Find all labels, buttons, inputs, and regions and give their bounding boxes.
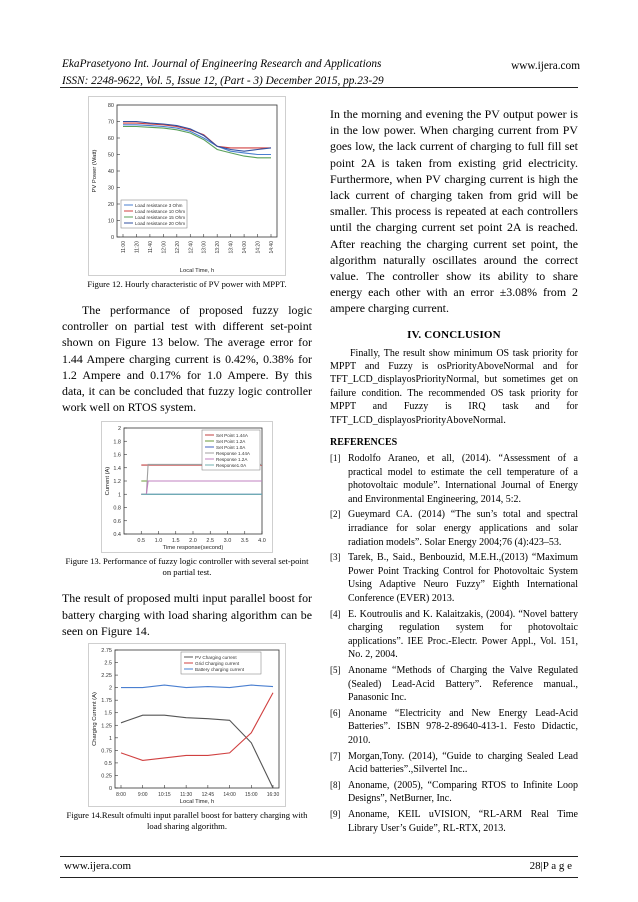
y-tick-label: 0	[108, 786, 112, 793]
y-tick-label: 1.75	[101, 698, 112, 705]
reference-item	[330, 750, 578, 777]
y-tick-label: 1.8	[113, 439, 121, 446]
reference-number: [8]	[330, 779, 341, 790]
reference-item	[330, 452, 578, 506]
y-tick-label: 0.75	[101, 748, 112, 755]
reference-text: Tarek, B., Said., Benbouzid, M.E.H.,(2013) “Maximum Power Point Tracking Control for Photovoltaic System Using Adaptive Neuro Fuzzy” Eighth International Conference (EVER) 2013.	[348, 552, 578, 605]
x-tick-label: 16:30	[266, 792, 280, 799]
x-tick-label: 14:40	[269, 241, 275, 254]
x-tick-label: 13:20	[215, 241, 222, 254]
x-tick-label: 11:20	[134, 241, 141, 254]
reference-item	[330, 779, 578, 806]
reference-number: [5]	[330, 664, 341, 675]
figure-12	[88, 96, 286, 276]
reference-item	[330, 707, 578, 748]
y-tick-label: 1.2	[113, 479, 121, 486]
fig13-chart	[102, 422, 272, 552]
x-tick-label: 11:40	[147, 241, 154, 254]
journal-website[interactable]: www.ijera.com	[511, 60, 580, 72]
x-tick-label: 1.0	[154, 538, 163, 545]
reference-number: [1]	[330, 453, 341, 464]
reference-item	[330, 551, 578, 605]
y-tick-label: 60	[107, 136, 114, 142]
x-axis-label: Time response(second)	[162, 545, 224, 552]
reference-number: [3]	[330, 552, 341, 563]
fig13-caption: Figure 13. Performance of fuzzy logic controller with several set-point on partial test.	[65, 556, 309, 578]
reference-item	[330, 608, 578, 662]
y-tick-label: 0	[110, 235, 114, 241]
y-tick-label: 1.4	[113, 466, 121, 473]
x-tick-label: 14:00	[223, 792, 236, 799]
y-tick-label: 0.6	[113, 519, 121, 526]
y-tick-label: 2.5	[104, 660, 112, 667]
y-tick-label: 1	[108, 735, 112, 742]
x-tick-label: 12:40	[188, 241, 195, 254]
journal-issn: ISSN: 2248-9622, Vol. 5, Issue 12, (Part - 3) December 2015, pp.23-29	[62, 75, 384, 87]
left-paragraph-2: The result of proposed multi input parallel boost for battery charging with load sharing algorithm can be seen on Figure 14.	[62, 591, 312, 638]
fig12-chart	[89, 97, 285, 275]
x-axis-label: Local Time, h	[179, 268, 215, 274]
section-title-conclusion: IV. CONCLUSION	[407, 328, 501, 341]
legend-label: Load resistance 3 Ohm	[135, 202, 183, 208]
reference-number: [2]	[330, 509, 341, 520]
fig14-chart	[89, 644, 285, 806]
y-tick-label: 1.5	[104, 710, 112, 717]
legend-label: PV Charging current	[195, 654, 237, 660]
y-tick-label: 40	[107, 169, 114, 175]
y-tick-label: 80	[107, 103, 114, 109]
x-tick-label: 4.0	[258, 538, 266, 545]
x-tick-label: 2.5	[206, 538, 215, 545]
x-tick-label: 2.0	[189, 538, 197, 545]
reference-number: [6]	[330, 707, 341, 718]
reference-item	[330, 508, 578, 549]
y-axis-label: PV Power (Watt)	[92, 149, 98, 193]
reference-text: Morgan,Tony. (2014), “Guide to charging Sealed Lead Acid batteries”.,Silvertel Inc..	[348, 750, 578, 776]
reference-text: Anoname, KEIL uVISION, “RL-ARM Real Time Library User’s Guide”, RL-RTX, 2013.	[348, 808, 578, 834]
y-tick-label: 2.25	[101, 673, 112, 680]
y-tick-label: 50	[107, 152, 114, 159]
references-title: REFERENCES	[330, 437, 398, 449]
y-tick-label: 0.4	[113, 532, 121, 539]
header-rule	[60, 87, 578, 88]
fig14-caption: Figure 14.Result ofmulti input parallel boost for battery charging with load sharing algorithm.	[66, 810, 308, 832]
x-tick-label: 3.0	[223, 538, 232, 545]
reference-text: E. Koutroulis and K. Kalaitzakis, (2004). “Novel battery charging regulation system for photovoltaic applications”. IEE Proc.-Electr. Power Appl., Vol. 151, No. 2, 2004.	[348, 608, 578, 661]
page-number: 28|P a g e	[529, 860, 572, 872]
x-tick-label: 14:00	[242, 241, 249, 254]
fig12-caption: Figure 12. Hourly characteristic of PV power with MPPT.	[87, 279, 287, 289]
y-tick-label: 2.75	[101, 648, 112, 655]
legend-label: Grid Charging current	[195, 660, 240, 666]
x-tick-label: 9:00	[137, 792, 148, 799]
legend-label: Load resistance 10 Ohm	[135, 208, 186, 214]
journal-title: EkaPrasetyono Int. Journal of Engineering Research and Applications	[62, 58, 382, 70]
legend-label: Load resistance 20 Ohm	[135, 220, 186, 226]
x-axis-label: Local Time, h	[179, 799, 215, 806]
legend-label: Battery charging current	[195, 666, 245, 672]
legend-label: Set Point 1.44A	[216, 433, 248, 439]
right-paragraph-1: In the morning and evening the PV output power is in the low power. When charging current from PV goes low, the lack current of charging to full fill set point 2A is taken from existing grid electricity. Furthermore, when PV charging current is high the lack current of charging taken from grid will be smaller. This process is repeated at each controllers until the charging current set point 2A is reached. After reaching the charging current set point, the algorithm naturally oscillates around the correct value. The controller show its ability to share energy each other with an error ±3.08% from 2 ampere charging current.	[330, 107, 578, 316]
y-tick-label: 30	[107, 185, 114, 192]
x-tick-label: 11:00	[121, 241, 127, 254]
reference-number: [9]	[330, 808, 341, 819]
right-column	[330, 106, 578, 837]
reference-text: Anoname “Electricity and New Energy Lead-Acid Batteries”. ISBN 978-2-89640-413-1. Festo Didactic, 2010.	[348, 707, 578, 746]
reference-text: Gueymard CA. (2014) “The sun’s total and spectral irradiance for solar energy applications and solar radiation models”. Solar Energy 2004;76 (4):423–53.	[348, 509, 578, 548]
reference-text: Rodolfo Araneo, et all, (2014). “Assessment of a practical model to estimate the cell temperature of a photovoltaic module”. International Journal of Energy and Environmental Engineering, 2014, 5:2.	[348, 453, 578, 505]
y-tick-label: 0.8	[113, 505, 121, 512]
figure-13	[101, 421, 273, 553]
reference-number: [4]	[330, 608, 341, 619]
y-tick-label: 0.5	[104, 760, 112, 767]
reference-text: Anoname, (2005), “Comparing RTOS to Infinite Loop Designs”, NetBurner, Inc.	[348, 779, 578, 805]
y-tick-label: 70	[107, 119, 114, 126]
y-tick-label: 1.25	[101, 723, 112, 730]
left-column	[62, 96, 312, 832]
y-tick-label: 10	[107, 218, 114, 225]
x-tick-label: 0.5	[137, 538, 146, 545]
reference-item	[330, 664, 578, 705]
x-tick-label: 12:20	[174, 241, 181, 254]
x-tick-label: 15:00	[245, 792, 258, 799]
x-tick-label: 3.5	[240, 538, 249, 545]
x-tick-label: 8:00	[116, 792, 126, 799]
references-list	[330, 452, 578, 835]
x-tick-label: 14:20	[255, 241, 262, 254]
left-paragraph-1: The performance of proposed fuzzy logic controller on partial test with different set-point shown on Figure 13 below. The average error for 1.44 Ampere charging current is 0.42%, 0.38% for 1.2 Ampere and 0.17% for 1.0 Ampere. By this data, it can be concluded that fuzzy logic controller work well on RTOS system.	[62, 303, 312, 415]
x-tick-label: 13:00	[201, 241, 208, 254]
y-tick-label: 0.25	[101, 773, 112, 780]
y-tick-label: 2	[108, 685, 112, 692]
y-tick-label: 20	[107, 202, 114, 208]
legend-label: Response 1.2A	[216, 457, 248, 463]
y-tick-label: 1	[117, 492, 121, 499]
x-tick-label: 13:40	[228, 241, 235, 254]
y-tick-label: 2	[117, 426, 121, 433]
x-tick-label: 1.5	[171, 538, 180, 545]
figure-14	[88, 643, 286, 807]
legend-label: Load resistance 15 Ohm	[135, 214, 186, 220]
x-tick-label: 11:30	[180, 792, 193, 799]
reference-text: Anoname “Methods of Charging the Valve Regulated (Sealed) Lead-Acid Battery”. Reference manual., Panasonic Inc.	[348, 664, 578, 704]
x-tick-label: 12:00	[161, 241, 168, 254]
y-tick-label: 1.6	[113, 452, 121, 459]
y-axis-label: Charging Current (A)	[92, 692, 98, 746]
page-footer	[60, 856, 578, 878]
conclusion-text: Finally, The result show minimum OS task priority for MPPT and Fuzzy is osPriorityAboveNormal and for TFT_LCD_displayosPriorityNormal, but sometimes get on failure condition. The recommended OS task priority for MPPT and Fuzzy is IRQ task and for TFT_LCD_displayosPriorityAboveNormal.	[330, 347, 578, 426]
x-tick-label: 12:45	[201, 792, 215, 799]
x-tick-label: 10:15	[158, 792, 171, 799]
legend-label: Response1.0A	[216, 463, 247, 469]
legend-label: Set Point 1.2A	[216, 439, 246, 445]
footer-website[interactable]: www.ijera.com	[64, 860, 132, 872]
reference-number: [7]	[330, 750, 341, 761]
legend-label: Response 1.44A	[216, 451, 250, 457]
reference-item	[330, 808, 578, 835]
legend-label: Set Point 1.0A	[216, 445, 246, 451]
y-axis-label: Current (A)	[105, 467, 111, 496]
